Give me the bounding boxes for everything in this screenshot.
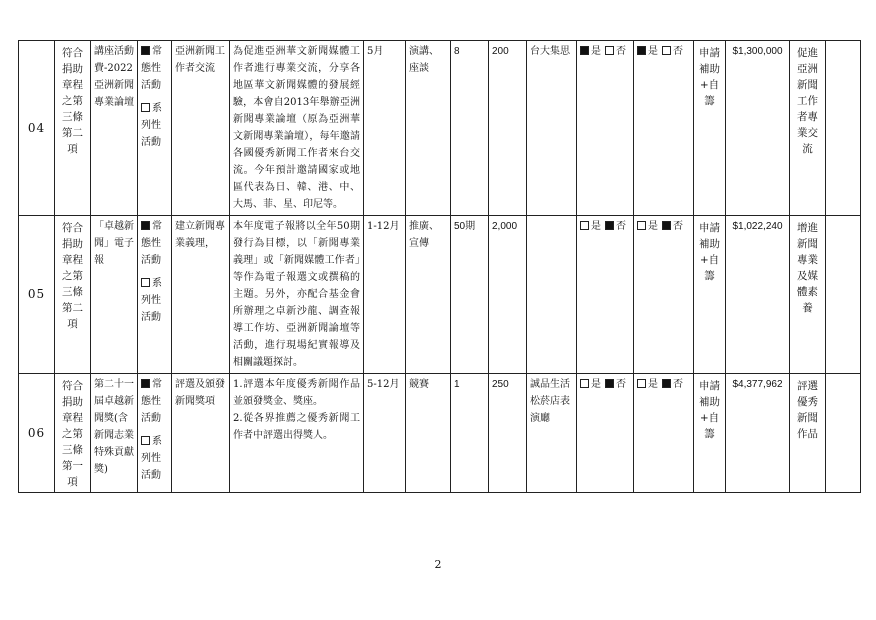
method-cell: 演講、座談 bbox=[406, 41, 451, 216]
checkbox-filled-icon bbox=[662, 379, 671, 388]
activity-name: 講座活動費-2022亞洲新聞專業論壇 bbox=[91, 41, 138, 216]
venue-cell: 誠品生活松菸店表演廳 bbox=[527, 374, 577, 493]
checkbox-empty-icon bbox=[141, 103, 150, 112]
checkbox-filled-icon bbox=[141, 379, 150, 388]
row-number: 05 bbox=[19, 216, 55, 374]
target-cell: 建立新聞專業義理， bbox=[172, 216, 230, 374]
checkbox-filled-icon bbox=[662, 221, 671, 230]
yes-no-cell-1: 是 否 bbox=[577, 374, 634, 493]
people-cell: 200 bbox=[489, 41, 527, 216]
checkbox-empty-icon bbox=[605, 46, 614, 55]
people-cell: 2,000 bbox=[489, 216, 527, 374]
sessions-cell: 1 bbox=[451, 374, 489, 493]
basis-cell: 符合捐助章程之第三條第一項 bbox=[55, 374, 91, 493]
people-cell: 250 bbox=[489, 374, 527, 493]
blank-cell bbox=[826, 374, 861, 493]
checkbox-empty-icon bbox=[141, 278, 150, 287]
table-row bbox=[19, 41, 861, 216]
venue-cell bbox=[527, 216, 577, 374]
period-cell: 1-12月 bbox=[364, 216, 406, 374]
activity-type: 常態性活動 系列性活動 bbox=[138, 41, 172, 216]
checkbox-filled-icon bbox=[580, 46, 589, 55]
yes-no-cell-2: 是 否 bbox=[634, 374, 694, 493]
blank-cell bbox=[826, 216, 861, 374]
content-item: 1.評選本年度優秀新聞作品並頒發獎金、獎座。 bbox=[233, 379, 360, 407]
yes-no-cell-1: 是 否 bbox=[577, 216, 634, 374]
row-number: 06 bbox=[19, 374, 55, 493]
table-row bbox=[19, 374, 861, 493]
activity-name: 「卓越新聞」電子報 bbox=[91, 216, 138, 374]
method-cell: 推廣、宣傳 bbox=[406, 216, 451, 374]
yes-no-cell-1: 是 否 bbox=[577, 41, 634, 216]
goal-cell: 評選優秀新聞作品 bbox=[790, 374, 826, 493]
activity-name: 第二十一屆卓越新聞獎(含新聞志業特殊貢獻獎) bbox=[91, 374, 138, 493]
venue-cell: 台大集思 bbox=[527, 41, 577, 216]
content-cell: 為促進亞洲華文新聞媒體工作者進行專業交流，分享各地區華文新聞媒體的發展經驗，本會自2013年舉辦亞洲新聞專業論壇（原為亞洲華文新聞專業論壇），每年邀請各國優秀新聞工作者來台交流。今年預計邀請國家或地區代表為日、韓、港、中、大馬、菲、星、印尼等。 bbox=[230, 41, 364, 216]
target-cell: 評選及頒發新聞獎項 bbox=[172, 374, 230, 493]
basis-cell: 符合捐助章程之第三條第二項 bbox=[55, 41, 91, 216]
blank-cell bbox=[826, 41, 861, 216]
funding-cell: 申請補助+自籌 bbox=[694, 216, 726, 374]
sessions-cell: 8 bbox=[451, 41, 489, 216]
target-cell: 亞洲新聞工作者交流 bbox=[172, 41, 230, 216]
funding-cell: 申請補助+自籌 bbox=[694, 41, 726, 216]
goal-cell: 增進新聞專業及媒體素養 bbox=[790, 216, 826, 374]
checkbox-filled-icon bbox=[637, 46, 646, 55]
row-number: 04 bbox=[19, 41, 55, 216]
content-cell: 本年度電子報將以全年50期發行為目標，以「新聞專業義理」或「新聞媒體工作者」等作為電子報選文或撰稿的主題。另外，亦配合基金會所辦理之卓新沙龍、調查報導工作坊、亞洲新聞論壇等活動，進行現場紀實報導及相關議題探討。 bbox=[230, 216, 364, 374]
period-cell: 5-12月 bbox=[364, 374, 406, 493]
checkbox-filled-icon bbox=[605, 221, 614, 230]
yes-no-cell-2: 是 否 bbox=[634, 41, 694, 216]
table-row bbox=[19, 216, 861, 374]
method-cell: 競賽 bbox=[406, 374, 451, 493]
checkbox-empty-icon bbox=[637, 221, 646, 230]
amount-cell: $4,377,962 bbox=[726, 374, 790, 493]
activity-table bbox=[18, 40, 861, 493]
basis-cell: 符合捐助章程之第三條第二項 bbox=[55, 216, 91, 374]
page-number: 2 bbox=[434, 558, 442, 571]
content-cell bbox=[230, 374, 364, 493]
funding-cell: 申請補助+自籌 bbox=[694, 374, 726, 493]
checkbox-empty-icon bbox=[141, 436, 150, 445]
checkbox-empty-icon bbox=[580, 221, 589, 230]
yes-no-cell-2: 是 否 bbox=[634, 216, 694, 374]
period-cell: 5月 bbox=[364, 41, 406, 216]
checkbox-filled-icon bbox=[605, 379, 614, 388]
content-item: 2.從各界推薦之優秀新聞工作者中評選出得獎人。 bbox=[233, 413, 360, 441]
goal-cell: 促進亞洲新聞工作者專業交流 bbox=[790, 41, 826, 216]
amount-cell: $1,022,240 bbox=[726, 216, 790, 374]
activity-type: 常態性活動 系列性活動 bbox=[138, 216, 172, 374]
checkbox-empty-icon bbox=[662, 46, 671, 55]
activity-type: 常態性活動 系列性活動 bbox=[138, 374, 172, 493]
checkbox-empty-icon bbox=[580, 379, 589, 388]
sessions-cell: 50期 bbox=[451, 216, 489, 374]
checkbox-empty-icon bbox=[637, 379, 646, 388]
checkbox-filled-icon bbox=[141, 46, 150, 55]
checkbox-filled-icon bbox=[141, 221, 150, 230]
amount-cell: $1,300,000 bbox=[726, 41, 790, 216]
